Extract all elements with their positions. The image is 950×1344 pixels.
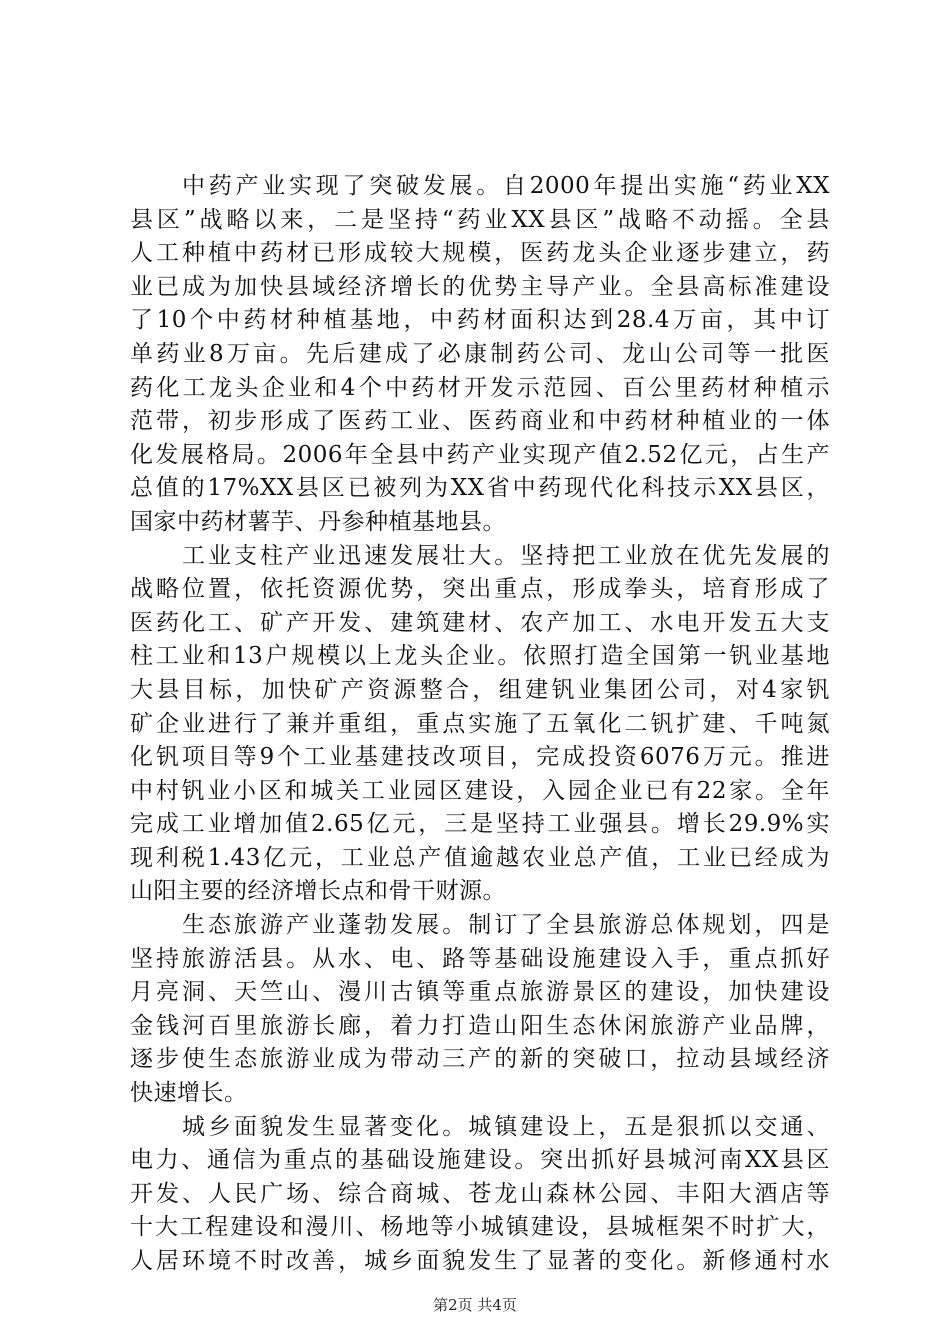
paragraph-1-line: 中药产业实现了突破发展。自2000年提出实施“药业XX <box>182 173 830 199</box>
paragraph-3-line: 快速增长。 <box>130 1080 248 1107</box>
paragraph-1-line: 单药业8万亩。先后建成了必康制药公司、龙山公司等一批医 <box>130 340 830 367</box>
paragraph-1-line: 范带，初步形成了医药工业、医药商业和中药材种植业的一体 <box>130 408 830 435</box>
paragraph-2-line: 柱工业和13户规模以上龙头企业。依照打造全国第一钒业基地 <box>130 643 830 670</box>
paragraph-1-line: 了10个中药材种植基地，中药材面积达到28.4万亩，其中订 <box>130 307 830 334</box>
paragraph-2-line: 战略位置，依托资源优势，突出重点，形成拳头，培育形成了 <box>130 576 830 603</box>
paragraph-2-line: 工业支柱产业迅速发展壮大。坚持把工业放在优先发展的 <box>182 542 830 569</box>
paragraph-4-line: 人居环境不时改善，城乡面貌发生了显著的变化。新修通村水 <box>130 1248 830 1274</box>
paragraph-3-line: 金钱河百里旅游长廊，着力打造山阳生态休闲旅游产业品牌， <box>130 1012 830 1039</box>
paragraph-1-line: 国家中药材薯芋、丹参种植基地县。 <box>130 508 506 535</box>
paragraph-1-line: 业已成为加快县域经济增长的优势主导产业。全县高标准建设 <box>130 273 830 300</box>
paragraph-2-line: 山阳主要的经济增长点和骨干财源。 <box>130 878 506 905</box>
paragraph-2-line: 中村钒业小区和城关工业园区建设，入园企业已有22家。全年 <box>130 777 830 804</box>
paragraph-4-line: 城乡面貌发生显著变化。城镇建设上，五是狠抓以交通、 <box>182 1113 830 1140</box>
paragraph-1-line: 人工种植中药材已形成较大规模，医药龙头企业逐步建立，药 <box>130 240 830 267</box>
page-number-footer: 第2页 共4页 <box>433 1296 517 1314</box>
paragraph-2-line: 化钒项目等9个工业基建技改项目，完成投资6076万元。推进 <box>130 744 830 771</box>
paragraph-2-line: 大县目标，加快矿产资源整合，组建钒业集团公司，对4家钒 <box>130 676 830 703</box>
paragraph-2-line: 现利税1.43亿元，工业总产值逾越农业总产值，工业已经成为 <box>130 844 830 871</box>
body-text <box>130 170 830 1279</box>
paragraph-4-line: 电力、通信为重点的基础设施建设。突出抓好县城河南XX县区 <box>130 1147 830 1174</box>
paragraph-4-line: 开发、人民广场、综合商城、苍龙山森林公园、丰阳大酒店等 <box>130 1180 830 1207</box>
paragraph-1-line: 总值的17%XX县区已被列为XX省中药现代化科技示XX县区， <box>130 475 830 502</box>
paragraph-3-line: 生态旅游产业蓬勃发展。制订了全县旅游总体规划，四是 <box>182 912 830 939</box>
paragraph-2-line: 完成工业增加值2.65亿元，三是坚持工业强县。增长29.9%实 <box>130 811 830 838</box>
paragraph-3-line: 逐步使生态旅游业成为带动三产的新的突破口，拉动县域经济 <box>130 1046 830 1073</box>
paragraph-4-line: 十大工程建设和漫川、杨地等小城镇建设，县城框架不时扩大， <box>130 1214 830 1241</box>
paragraph-2-line: 矿企业进行了兼并重组，重点实施了五氧化二钒扩建、千吨氮 <box>130 710 830 737</box>
paragraph-1-line: 药化工龙头企业和4个中药材开发示范园、百公里药材种植示 <box>130 374 830 401</box>
paragraph-3-line: 坚持旅游活县。从水、电、路等基础设施建设入手，重点抓好 <box>130 945 830 972</box>
paragraph-1-line: 县区”战略以来，二是坚持“药业XX县区”战略不动摇。全县 <box>130 206 830 233</box>
paragraph-3-line: 月亮洞、天竺山、漫川古镇等重点旅游景区的建设，加快建设 <box>130 979 830 1006</box>
paragraph-2-line: 医药化工、矿产开发、建筑建材、农产加工、水电开发五大支 <box>130 609 830 636</box>
paragraph-1-line: 化发展格局。2006年全县中药产业实现产值2.52亿元，占生产 <box>130 441 830 468</box>
